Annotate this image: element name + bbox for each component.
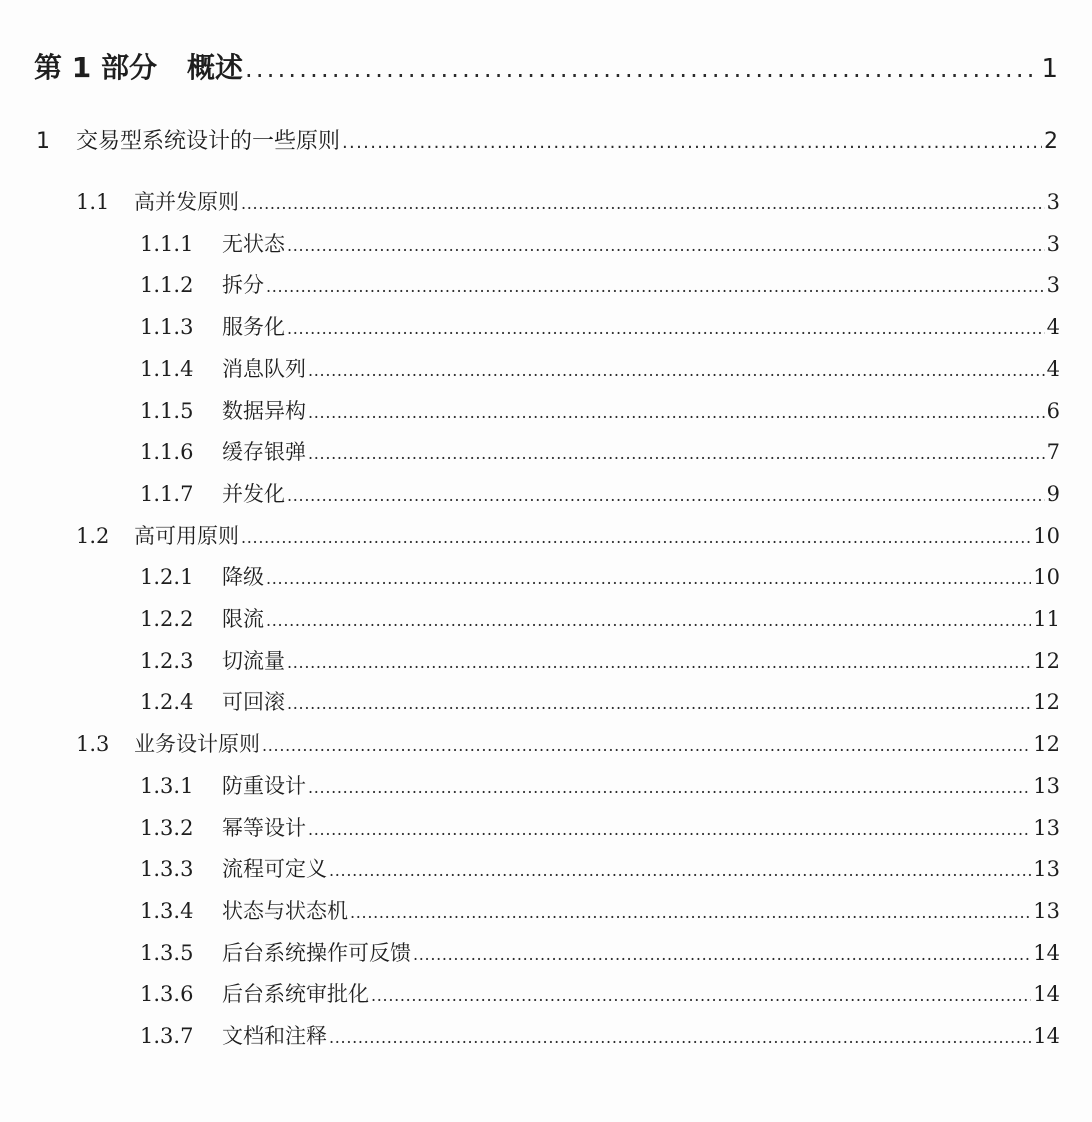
dot-leader xyxy=(371,986,1031,1005)
entry-number: 1.1.4 xyxy=(140,356,194,381)
entry-title: 消息队列 xyxy=(222,356,306,381)
dot-leader xyxy=(287,319,1045,338)
dot-leader xyxy=(266,569,1031,588)
entry-number: 1.3.1 xyxy=(140,773,194,798)
entry-page-number: 4 xyxy=(1046,315,1060,340)
dot-leader xyxy=(287,486,1045,505)
dot-leader xyxy=(241,528,1031,547)
entry-title: 切流量 xyxy=(222,648,285,673)
entry-title: 幂等设计 xyxy=(222,815,306,840)
dot-leader xyxy=(308,403,1045,422)
entry-title: 防重设计 xyxy=(222,773,306,798)
entry-title: 高可用原则 xyxy=(134,523,239,548)
toc-subsection-entry[interactable] xyxy=(140,978,1060,1010)
entry-number: 1.3.4 xyxy=(140,898,194,923)
dot-leader xyxy=(329,861,1031,880)
toc-subsection-entry[interactable] xyxy=(140,812,1060,844)
entry-title: 缓存银弹 xyxy=(222,440,306,465)
entry-page-number: 12 xyxy=(1033,648,1060,673)
toc-subsection-entry[interactable] xyxy=(140,895,1060,927)
entry-page-number: 3 xyxy=(1046,231,1060,256)
entry-title: 数据异构 xyxy=(222,398,306,423)
entry-title: 后台系统审批化 xyxy=(222,982,369,1007)
entry-title: 可回滚 xyxy=(222,690,285,715)
toc-subsection-entry[interactable] xyxy=(140,353,1060,385)
entry-title: 并发化 xyxy=(222,481,285,506)
entry-title: 限流 xyxy=(222,607,264,631)
entry-title: 业务设计原则 xyxy=(134,732,260,757)
part-number: 第 1 部分 xyxy=(34,51,157,84)
toc-subsection-entry[interactable] xyxy=(140,937,1060,969)
dot-leader xyxy=(287,694,1031,713)
entry-title: 高并发原则 xyxy=(134,190,239,214)
entry-number: 1.3.5 xyxy=(140,940,194,965)
toc-subsection-entry[interactable] xyxy=(140,269,1060,301)
entry-page-number: 13 xyxy=(1033,815,1060,840)
toc-subsection-entry[interactable] xyxy=(140,561,1060,593)
entry-number: 1.1 xyxy=(76,190,110,214)
entry-title: 状态与状态机 xyxy=(222,898,348,923)
entry-number: 1.3.6 xyxy=(140,982,194,1007)
dot-leader xyxy=(413,945,1031,964)
entry-page-number: 10 xyxy=(1033,523,1060,548)
entry-number: 1.2.2 xyxy=(140,607,194,631)
dot-leader xyxy=(262,736,1031,755)
entry-page-number: 12 xyxy=(1033,690,1060,715)
dot-leader xyxy=(287,236,1045,255)
entry-page-number: 14 xyxy=(1033,982,1060,1007)
dot-leader xyxy=(241,194,1045,213)
entry-number: 1.1.2 xyxy=(140,273,194,298)
toc-subsection-entry[interactable] xyxy=(140,853,1060,885)
entry-title: 服务化 xyxy=(222,315,285,340)
part-page-number: 1 xyxy=(1041,54,1058,84)
entry-number: 1.1.5 xyxy=(140,398,194,423)
toc-subsection-entry[interactable] xyxy=(140,228,1060,260)
entry-page-number: 13 xyxy=(1033,857,1060,882)
entry-page-number: 10 xyxy=(1033,565,1060,590)
entry-title: 降级 xyxy=(222,565,264,590)
dot-leader xyxy=(342,132,1042,153)
chapter-number: 1 xyxy=(36,129,50,154)
dot-leader xyxy=(266,611,1031,630)
entry-page-number: 12 xyxy=(1033,732,1060,757)
toc-subsection-entry[interactable] xyxy=(140,436,1060,468)
entry-page-number: 13 xyxy=(1033,898,1060,923)
entry-title: 无状态 xyxy=(222,231,285,256)
dot-leader xyxy=(266,277,1045,296)
part-title: 概述 xyxy=(186,51,243,84)
entry-number: 1.3.2 xyxy=(140,815,194,840)
entry-number: 1.1.3 xyxy=(140,315,194,340)
entry-number: 1.1.1 xyxy=(140,231,194,256)
toc-subsection-entry[interactable] xyxy=(140,686,1060,718)
entry-title: 拆分 xyxy=(222,273,264,298)
entry-title: 文档和注释 xyxy=(222,1024,327,1048)
toc-subsection-entry[interactable] xyxy=(140,478,1060,510)
entry-page-number: 3 xyxy=(1046,190,1060,214)
entry-page-number: 3 xyxy=(1046,273,1060,298)
entry-number: 1.2.4 xyxy=(140,690,194,715)
toc-part-heading[interactable] xyxy=(34,46,1058,90)
dot-leader xyxy=(308,444,1045,463)
entry-page-number: 4 xyxy=(1046,356,1060,381)
toc-subsection-entry[interactable] xyxy=(140,645,1060,677)
entry-page-number: 14 xyxy=(1033,940,1060,965)
entry-title: 流程可定义 xyxy=(222,857,327,882)
entry-page-number: 9 xyxy=(1046,481,1060,506)
entry-page-number: 11 xyxy=(1033,607,1060,631)
entry-page-number: 6 xyxy=(1046,398,1060,423)
entry-number: 1.3.7 xyxy=(140,1024,194,1048)
dot-leader xyxy=(308,778,1031,797)
entry-page-number: 14 xyxy=(1033,1024,1060,1048)
toc-section-entry[interactable] xyxy=(76,520,1060,552)
toc-subsection-entry[interactable] xyxy=(140,1020,1060,1052)
toc-chapter-heading[interactable] xyxy=(36,124,1058,158)
entry-title: 后台系统操作可反馈 xyxy=(222,940,411,965)
toc-section-entry[interactable] xyxy=(76,186,1060,218)
entry-number: 1.3.3 xyxy=(140,857,194,882)
entry-number: 1.1.6 xyxy=(140,440,194,465)
dot-leader xyxy=(245,55,1039,83)
dot-leader xyxy=(287,653,1031,672)
toc-subsection-entry[interactable] xyxy=(140,770,1060,802)
entry-page-number: 7 xyxy=(1046,440,1060,465)
entry-number: 1.2.3 xyxy=(140,648,194,673)
entry-number: 1.2.1 xyxy=(140,565,194,590)
toc-section-entry[interactable] xyxy=(76,728,1060,760)
entry-number: 1.3 xyxy=(76,732,110,757)
chapter-title: 交易型系统设计的一些原则 xyxy=(76,129,341,154)
toc-subsection-entry[interactable] xyxy=(140,395,1060,427)
dot-leader xyxy=(308,820,1031,839)
toc-subsection-entry[interactable] xyxy=(140,311,1060,343)
toc-subsection-entry[interactable] xyxy=(140,603,1060,635)
dot-leader xyxy=(329,1028,1031,1047)
entry-page-number: 13 xyxy=(1033,773,1060,798)
chapter-page-number: 2 xyxy=(1044,129,1058,154)
dot-leader xyxy=(308,361,1045,380)
dot-leader xyxy=(350,903,1031,922)
entry-number: 1.2 xyxy=(76,523,110,548)
entry-number: 1.1.7 xyxy=(140,481,194,506)
